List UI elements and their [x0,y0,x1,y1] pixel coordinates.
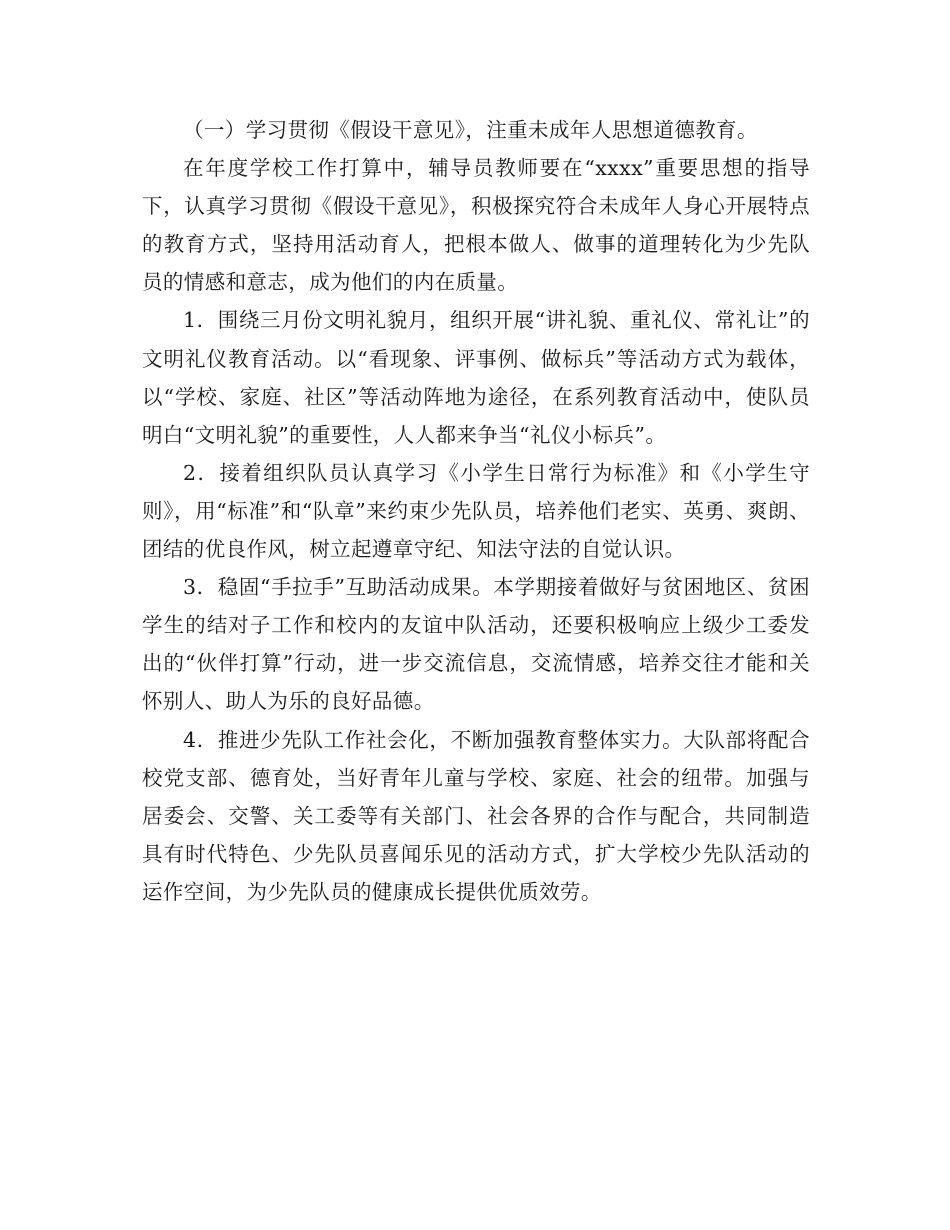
body-paragraph: 在年度学校工作打算中，辅导员教师要在“xxxx”重要思想的指导下，认真学习贯彻《假设干意见》，积极探究符合未成年人身心开展特点的教育方式，坚持用活动育人，把根本做人、做事的道理转化为少先队员的情感和意志，成为他们的内在质量。 [142,156,810,295]
list-item-4: 4．推进少先队工作社会化，不断加强教育整体实力。大队部将配合校党支部、德育处，当好青年儿童与学校、家庭、社会的纽带。加强与居委会、交警、关工委等有关部门、社会各界的合作与配合，共同制造具有时代特色、少先队员喜闻乐见的活动方式，扩大学校少先队活动的运作空间，为少先队员的健康成长提供优质效劳。 [142,727,810,904]
list-item-3: 3．稳固“手拉手”互助活动成果。本学期接着做好与贫困地区、贫困学生的结对子工作和校内的友谊中队活动，还要积极响应上级少工委发出的“伙伴打算”行动，进一步交流信息，交流情感，培养交往才能和关怀别人、助人为乐的良好品德。 [142,575,810,714]
section-heading: （一）学习贯彻《假设干意见》，注重未成年人思想道德教育。 [183,118,758,142]
document-body [142,111,810,911]
list-item-1: 1．围绕三月份文明礼貌月，组织开展“讲礼貌、重礼仪、常礼让”的文明礼仪教育活动。以“看现象、评事例、做标兵”等活动方式为载体，以“学校、家庭、社区”等活动阵地为途径，在系列教育活动中，使队员明白“文明礼貌”的重要性，人人都来争当“礼仪小标兵”。 [142,308,810,447]
list-item-2: 2．接着组织队员认真学习《小学生日常行为标准》和《小学生守则》，用“标准”和“队章”来约束少先队员，培养他们老实、英勇、爽朗、团结的优良作风，树立起遵章守纪、知法守法的自觉认识。 [142,460,810,562]
